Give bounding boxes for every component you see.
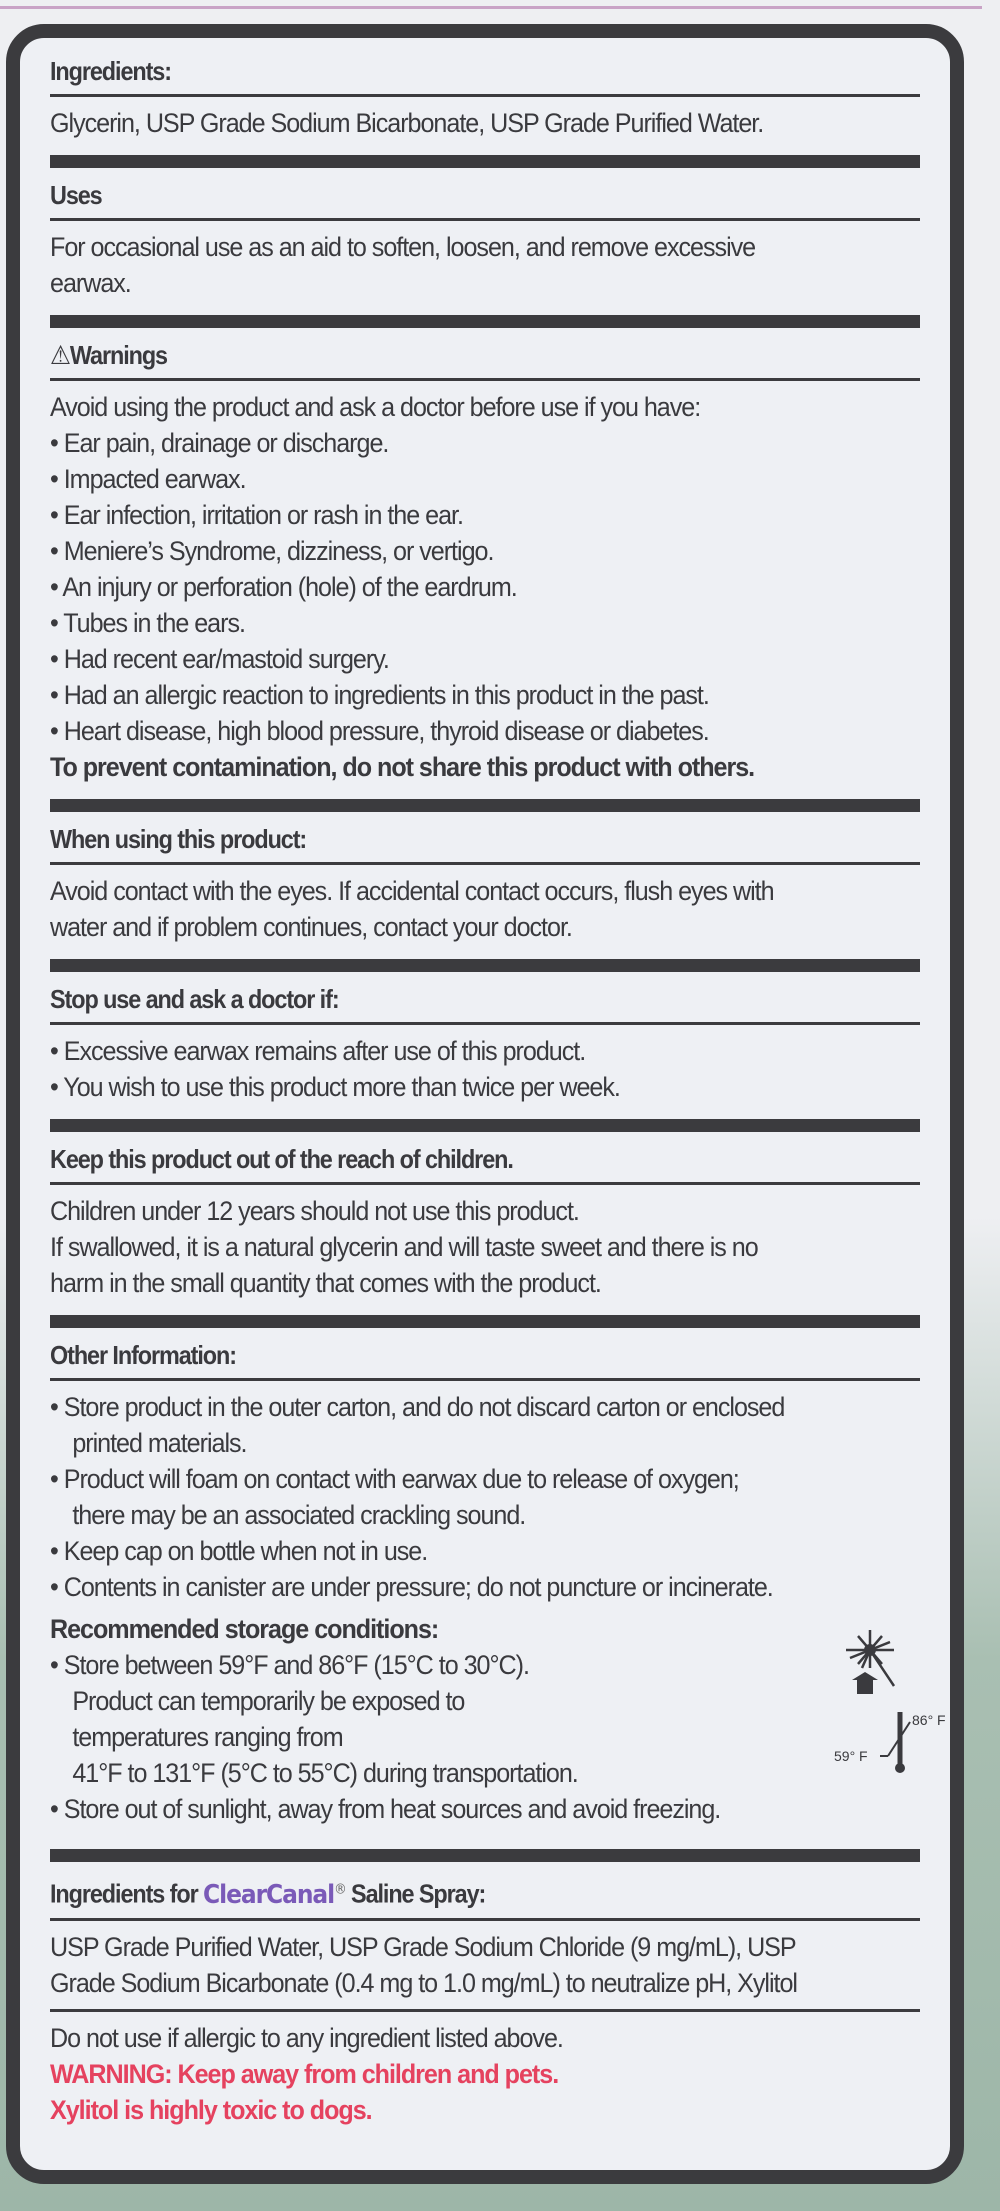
uses-title: Uses	[50, 180, 102, 210]
warning-item: • Ear pain, drainage or discharge.	[50, 425, 859, 461]
warning-item: • An injury or perforation (hole) of the eardrum.	[50, 569, 859, 605]
thermometer-icon	[860, 1708, 920, 1778]
stop-use-item: • You wish to use this product more than twice per week.	[50, 1069, 859, 1105]
other-info-item-cont: printed materials.	[72, 1428, 247, 1458]
brand-name: ClearCanal	[203, 1879, 335, 1910]
warning-item: • Had recent ear/mastoid surgery.	[50, 641, 859, 677]
warning-item: • Meniere’s Syndrome, dizziness, or vertigo.	[50, 533, 859, 569]
temp-high-label: 86° F	[912, 1712, 946, 1728]
temp-low-label: 59° F	[834, 1748, 868, 1764]
storage-item-cont: 41°F to 131°F (5°C to 55°C) during transportation.	[72, 1758, 578, 1788]
ingredients-title: Ingredients:	[50, 56, 171, 86]
storage-item: • Store out of sunlight, away from heat sources and avoid freezing.	[50, 1791, 859, 1827]
spray-title-suffix: Saline Spray:	[351, 1878, 486, 1909]
spray-title-prefix: Ingredients for	[50, 1878, 198, 1909]
divider	[50, 1022, 920, 1025]
divider	[50, 378, 920, 381]
warning-item: • Impacted earwax.	[50, 461, 859, 497]
warnings-intro: Avoid using the product and ask a doctor before use if you have:	[50, 392, 701, 422]
when-using-line: water and if problem continues, contact your doctor.	[50, 912, 572, 942]
when-using-title: When using this product:	[50, 824, 307, 854]
section-bar	[50, 1315, 920, 1328]
divider	[50, 1918, 920, 1921]
allergy-note: Do not use if allergic to any ingredient listed above.	[50, 2022, 563, 2053]
keep-out-title: Keep this product out of the reach of children.	[50, 1144, 513, 1174]
warning-item: • Had an allergic reaction to ingredients in this product in the past.	[50, 677, 859, 713]
keep-away-from-sunlight-icon	[830, 1628, 910, 1698]
keep-out-line: Children under 12 years should not use this product.	[50, 1196, 579, 1226]
spray-line: Grade Sodium Bicarbonate (0.4 mg to 1.0 mg/mL) to neutralize pH, Xylitol	[50, 1967, 797, 1998]
other-info-item: • Product will foam on contact with earwax due to release of oxygen;	[50, 1461, 859, 1497]
storage-item-cont: Product can temporarily be exposed to	[72, 1686, 465, 1716]
other-info-item: • Keep cap on bottle when not in use.	[50, 1533, 859, 1569]
drug-facts-panel	[6, 24, 964, 2184]
section-bar	[50, 1849, 920, 1862]
registered-mark: ®	[334, 1881, 346, 1897]
keep-out-line: If swallowed, it is a natural glycerin and will taste sweet and there is no	[50, 1232, 758, 1262]
divider	[50, 1378, 920, 1381]
clearcanal-brand	[203, 1880, 346, 1910]
stop-use-item: • Excessive earwax remains after use of this product.	[50, 1033, 859, 1069]
when-using-line: Avoid contact with the eyes. If accidental contact occurs, flush eyes with	[50, 876, 774, 906]
section-bar	[50, 315, 920, 328]
storage-item: • Store between 59°F and 86°F (15°C to 30°C).	[50, 1647, 859, 1683]
warnings-title: Warnings	[69, 340, 167, 370]
divider	[50, 1182, 920, 1185]
storage-item-cont: temperatures ranging from	[72, 1722, 343, 1752]
divider	[50, 218, 920, 221]
warning-item: • Tubes in the ears.	[50, 605, 859, 641]
divider	[50, 94, 920, 97]
xylitol-warning: Xylitol is highly toxic to dogs.	[50, 2094, 372, 2125]
divider	[50, 2009, 920, 2012]
spray-title	[50, 1870, 833, 1914]
other-info-item: • Store product in the outer carton, and do not discard carton or enclosed	[50, 1389, 859, 1425]
pet-warning: WARNING: Keep away from children and pets.	[50, 2058, 559, 2089]
other-info-title: Other Information:	[50, 1340, 236, 1370]
storage-icons	[820, 1628, 960, 1778]
uses-line: For occasional use as an aid to soften, loosen, and remove excessive	[50, 232, 756, 262]
storage-title: Recommended storage conditions:	[50, 1614, 439, 1644]
spray-line: USP Grade Purified Water, USP Grade Sodium Chloride (9 mg/mL), USP	[50, 1931, 796, 1962]
section-bar	[50, 155, 920, 168]
warnings-heading	[50, 336, 833, 374]
warnings-note: To prevent contamination, do not share this product with others.	[50, 752, 755, 782]
section-bar	[50, 1119, 920, 1132]
other-info-item-cont: there may be an associated crackling sound.	[72, 1500, 526, 1530]
section-bar	[50, 799, 920, 812]
ingredients-text: Glycerin, USP Grade Sodium Bicarbonate, USP Grade Purified Water.	[50, 108, 764, 138]
warning-triangle-icon: ⚠	[50, 340, 70, 370]
keep-out-line: harm in the small quantity that comes with the product.	[50, 1268, 601, 1298]
top-edge-line	[0, 6, 982, 9]
warning-item: • Heart disease, high blood pressure, thyroid disease or diabetes.	[50, 713, 859, 749]
other-info-item: • Contents in canister are under pressure; do not puncture or incinerate.	[50, 1569, 859, 1605]
divider	[50, 862, 920, 865]
warning-item: • Ear infection, irritation or rash in the ear.	[50, 497, 859, 533]
stop-use-title: Stop use and ask a doctor if:	[50, 984, 339, 1014]
uses-line: earwax.	[50, 268, 131, 298]
section-bar	[50, 959, 920, 972]
